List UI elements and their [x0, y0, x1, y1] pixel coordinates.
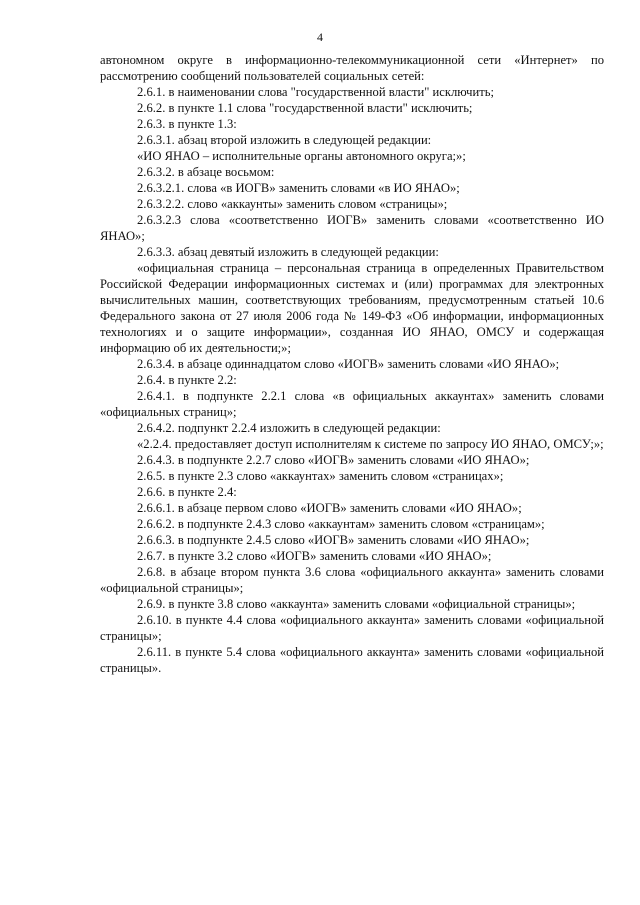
- paragraph: автономном округе в информационно-телекоммуникационной сети «Интернет» по рассмотрению сообщений пользователей социальных сетей:: [100, 53, 604, 83]
- paragraph: «2.2.4. предоставляет доступ исполнителям к системе по запросу ИО ЯНАО, ОМСУ;»;: [137, 437, 604, 451]
- paragraph: 2.6.3. в пункте 1.3:: [137, 117, 237, 131]
- paragraph: 2.6.7. в пункте 3.2 слово «ИОГВ» заменить словами «ИО ЯНАО»;: [137, 549, 492, 563]
- paragraph: 2.6.9. в пункте 3.8 слово «аккаунта» заменить словами «официальной страницы»;: [137, 597, 576, 611]
- paragraph: 2.6.11. в пункте 5.4 слова «официального аккаунта» заменить словами «официальной страницы».: [100, 645, 604, 675]
- paragraph: 2.6.3.2.2. слово «аккаунты» заменить словом «страницы»;: [137, 197, 448, 211]
- paragraph: «официальная страница – персональная страница в определенных Правительством Российской Федерации информационных системах и (или) программах для электронных вычислительных машин, соответствующих требованиям, предусмотренным статьей 10.6 Федерального закона от 27 июля 2006 года № 149-ФЗ «Об информации, информационных технологиях и о защите информации», созданная ИО ЯНАО, ОМСУ и содержащая информацию об их деятельности;»;: [100, 261, 604, 355]
- paragraph: 2.6.3.4. в абзаце одиннадцатом слово «ИОГВ» заменить словами «ИО ЯНАО»;: [137, 357, 560, 371]
- paragraph: 2.6.3.2.3 слова «соответственно ИОГВ» заменить словами «соответственно ИО ЯНАО»;: [100, 213, 604, 243]
- paragraph: 2.6.4.2. подпункт 2.2.4 изложить в следующей редакции:: [137, 421, 441, 435]
- paragraph: 2.6.3.1. абзац второй изложить в следующей редакции:: [137, 133, 432, 147]
- paragraph: 2.6.6.1. в абзаце первом слово «ИОГВ» заменить словами «ИО ЯНАО»;: [137, 501, 522, 515]
- paragraph: 2.6.4. в пункте 2.2:: [137, 373, 237, 387]
- paragraph: 2.6.2. в пункте 1.1 слова "государственной власти" исключить;: [137, 101, 473, 115]
- paragraph: 2.6.3.2.1. слова «в ИОГВ» заменить словами «в ИО ЯНАО»;: [137, 181, 460, 195]
- paragraph: 2.6.3.3. абзац девятый изложить в следующей редакции:: [137, 245, 439, 259]
- paragraph: 2.6.3.2. в абзаце восьмом:: [137, 165, 275, 179]
- paragraph: 2.6.6. в пункте 2.4:: [137, 485, 237, 499]
- paragraph: 2.6.8. в абзаце втором пункта 3.6 слова «официального аккаунта» заменить словами «официальной страницы»;: [100, 565, 604, 595]
- paragraph: 2.6.6.2. в подпункте 2.4.3 слово «аккаунтам» заменить словом «страницам»;: [137, 517, 545, 531]
- paragraph: «ИО ЯНАО – исполнительные органы автономного округа;»;: [137, 149, 466, 163]
- paragraph: 2.6.6.3. в подпункте 2.4.5 слово «ИОГВ» заменить словами «ИО ЯНАО»;: [137, 533, 530, 547]
- paragraph: 2.6.4.1. в подпункте 2.2.1 слова «в официальных аккаунтах» заменить словами «официальных страниц»;: [100, 389, 604, 419]
- document-body: [100, 52, 604, 676]
- paragraph: 2.6.4.3. в подпункте 2.2.7 слово «ИОГВ» заменить словами «ИО ЯНАО»;: [137, 453, 530, 467]
- paragraph: 2.6.10. в пункте 4.4 слова «официального аккаунта» заменить словами «официальной страницы»;: [100, 613, 604, 643]
- paragraph: 2.6.1. в наименовании слова "государственной власти" исключить;: [137, 85, 494, 99]
- page-number: 4: [317, 30, 323, 44]
- paragraph: 2.6.5. в пункте 2.3 слово «аккаунтах» заменить словом «страницах»;: [137, 469, 504, 483]
